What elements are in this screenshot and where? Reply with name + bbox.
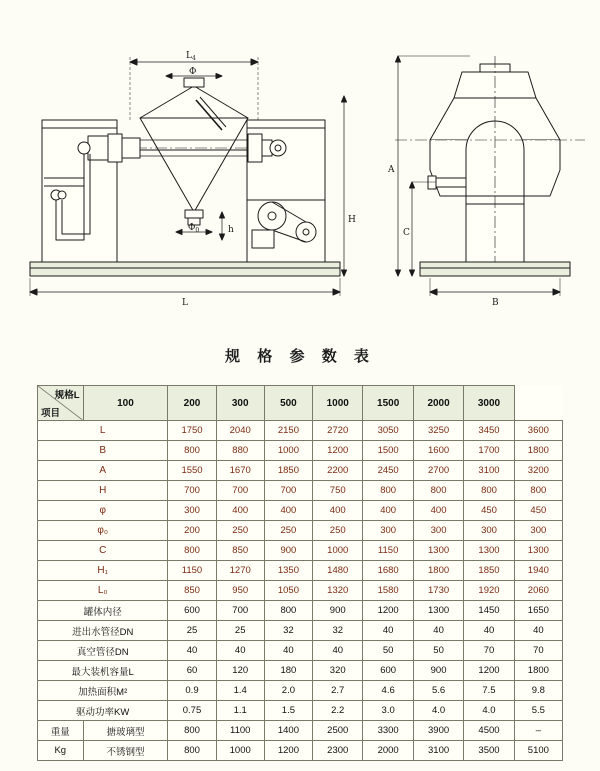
row-label: 驱动功率KW bbox=[38, 701, 168, 721]
cell: 1300 bbox=[413, 541, 463, 561]
row-label: L bbox=[38, 421, 168, 441]
cell: 700 bbox=[216, 481, 264, 501]
cell: 1320 bbox=[313, 581, 363, 601]
dim-label-h: h bbox=[228, 225, 234, 235]
row-label: 进出水管径DN bbox=[38, 621, 168, 641]
row-label: φ bbox=[38, 501, 168, 521]
page-title: 规 格 参 数 表 bbox=[225, 347, 375, 365]
cell: 600 bbox=[363, 661, 413, 681]
cell: 2150 bbox=[264, 421, 312, 441]
dim-label-phi0: $\Phi_0$ bbox=[188, 223, 200, 234]
cell: 4.0 bbox=[413, 701, 463, 721]
cell: 1800 bbox=[514, 441, 562, 461]
cell: 3600 bbox=[514, 421, 562, 441]
table-row bbox=[38, 741, 563, 761]
cell: 3050 bbox=[363, 421, 413, 441]
cell: 2720 bbox=[313, 421, 363, 441]
cell: 70 bbox=[514, 641, 562, 661]
cell: 1400 bbox=[264, 721, 312, 741]
cell: 2700 bbox=[413, 461, 463, 481]
table-row bbox=[38, 461, 563, 481]
cell: 400 bbox=[216, 501, 264, 521]
cell: 3250 bbox=[413, 421, 463, 441]
weight-sub-label: 搪玻璃型 bbox=[83, 721, 168, 741]
table-row bbox=[38, 601, 563, 621]
cell: 3300 bbox=[363, 721, 413, 741]
cell: 9.8 bbox=[514, 681, 562, 701]
cell: 1670 bbox=[216, 461, 264, 481]
table-row bbox=[38, 481, 563, 501]
cell: 900 bbox=[413, 661, 463, 681]
col-header: 200 bbox=[168, 386, 216, 421]
col-header: 1500 bbox=[363, 386, 413, 421]
table-row bbox=[38, 661, 563, 681]
cell: 1600 bbox=[413, 441, 463, 461]
row-label: 真空管径DN bbox=[38, 641, 168, 661]
dim-label-B: B bbox=[492, 298, 499, 308]
cell: 1200 bbox=[264, 741, 312, 761]
cell: 1700 bbox=[464, 441, 514, 461]
cell: 40 bbox=[168, 641, 216, 661]
cell: 320 bbox=[313, 661, 363, 681]
cell: 1200 bbox=[313, 441, 363, 461]
col-header: 1000 bbox=[313, 386, 363, 421]
cell: 2300 bbox=[313, 741, 363, 761]
row-label: C bbox=[38, 541, 168, 561]
cell: 1480 bbox=[313, 561, 363, 581]
cell: 450 bbox=[464, 501, 514, 521]
row-label: A bbox=[38, 461, 168, 481]
cell: 1850 bbox=[464, 561, 514, 581]
cell: 800 bbox=[168, 741, 216, 761]
cell: 800 bbox=[264, 601, 312, 621]
cell: 1.5 bbox=[264, 701, 312, 721]
cell: 950 bbox=[216, 581, 264, 601]
row-label: B bbox=[38, 441, 168, 461]
cell: 2500 bbox=[313, 721, 363, 741]
cell: 70 bbox=[464, 641, 514, 661]
cell: 700 bbox=[168, 481, 216, 501]
cell: 2450 bbox=[363, 461, 413, 481]
cell: 1300 bbox=[413, 601, 463, 621]
dim-label-L: L bbox=[182, 298, 188, 308]
cell: 1350 bbox=[264, 561, 312, 581]
cell: 40 bbox=[464, 621, 514, 641]
table-row bbox=[38, 501, 563, 521]
cell: 700 bbox=[216, 601, 264, 621]
cell: 900 bbox=[313, 601, 363, 621]
table-row bbox=[38, 521, 563, 541]
cell: 300 bbox=[363, 521, 413, 541]
cell: 250 bbox=[216, 521, 264, 541]
cell: 1300 bbox=[514, 541, 562, 561]
cell: 1940 bbox=[514, 561, 562, 581]
row-label: H₁ bbox=[38, 561, 168, 581]
weight-label-top: 重量 bbox=[38, 721, 84, 741]
cell: 40 bbox=[413, 621, 463, 641]
row-label: H bbox=[38, 481, 168, 501]
table-row bbox=[38, 421, 563, 441]
weight-sub-label: 不锈钢型 bbox=[83, 741, 168, 761]
cell: 1500 bbox=[363, 441, 413, 461]
col-header: 300 bbox=[216, 386, 264, 421]
cell: 2060 bbox=[514, 581, 562, 601]
cell: 600 bbox=[168, 601, 216, 621]
cell: 180 bbox=[264, 661, 312, 681]
cell: 2000 bbox=[363, 741, 413, 761]
cell: 1150 bbox=[363, 541, 413, 561]
cell: 1050 bbox=[264, 581, 312, 601]
cell: 300 bbox=[413, 521, 463, 541]
cell: 1680 bbox=[363, 561, 413, 581]
col-header: 2000 bbox=[413, 386, 463, 421]
cell: 800 bbox=[514, 481, 562, 501]
cell: 300 bbox=[514, 521, 562, 541]
col-header: 500 bbox=[264, 386, 312, 421]
cell: 2200 bbox=[313, 461, 363, 481]
cell: 120 bbox=[216, 661, 264, 681]
dim-label-A: A bbox=[388, 165, 395, 175]
cell: 750 bbox=[313, 481, 363, 501]
row-label: 加热面积M² bbox=[38, 681, 168, 701]
cell: 32 bbox=[264, 621, 312, 641]
cell: – bbox=[514, 721, 562, 741]
cell: 800 bbox=[413, 481, 463, 501]
dim-label-phi: Φ bbox=[189, 67, 197, 77]
cell: 1000 bbox=[264, 441, 312, 461]
machine-outline-drawing bbox=[0, 0, 600, 330]
cell: 3500 bbox=[464, 741, 514, 761]
cell: 800 bbox=[363, 481, 413, 501]
table-row bbox=[38, 721, 563, 741]
cell: 7.5 bbox=[464, 681, 514, 701]
cell: 200 bbox=[168, 521, 216, 541]
cell: 1800 bbox=[514, 661, 562, 681]
cell: 32 bbox=[313, 621, 363, 641]
cell: 5.6 bbox=[413, 681, 463, 701]
row-label: 最大装机容量L bbox=[38, 661, 168, 681]
cell: 40 bbox=[313, 641, 363, 661]
cell: 1800 bbox=[413, 561, 463, 581]
table-row bbox=[38, 701, 563, 721]
cell: 400 bbox=[413, 501, 463, 521]
table-row bbox=[38, 581, 563, 601]
cell: 2.7 bbox=[313, 681, 363, 701]
cell: 3100 bbox=[413, 741, 463, 761]
cell: 5100 bbox=[514, 741, 562, 761]
weight-label-bottom: Kg bbox=[38, 741, 84, 761]
corner-label-bottom: 项目 bbox=[41, 408, 61, 419]
cell: 1730 bbox=[413, 581, 463, 601]
cell: 4500 bbox=[464, 721, 514, 741]
table-row bbox=[38, 561, 563, 581]
cell: 850 bbox=[168, 581, 216, 601]
cell: 250 bbox=[313, 521, 363, 541]
cell: 3100 bbox=[464, 461, 514, 481]
spec-table bbox=[37, 385, 563, 761]
cell: 3900 bbox=[413, 721, 463, 741]
cell: 3.0 bbox=[363, 701, 413, 721]
col-header: 100 bbox=[83, 386, 168, 421]
cell: 880 bbox=[216, 441, 264, 461]
corner-label-top: 规格L bbox=[54, 390, 80, 401]
cell: 1.1 bbox=[216, 701, 264, 721]
cell: 1300 bbox=[464, 541, 514, 561]
cell: 1750 bbox=[168, 421, 216, 441]
dim-label-H: H bbox=[348, 215, 356, 225]
cell: 4.6 bbox=[363, 681, 413, 701]
cell: 800 bbox=[168, 441, 216, 461]
cell: 25 bbox=[168, 621, 216, 641]
dim-label-L4: $L_4$ bbox=[186, 51, 196, 62]
cell: 250 bbox=[264, 521, 312, 541]
cell: 3450 bbox=[464, 421, 514, 441]
cell: 1270 bbox=[216, 561, 264, 581]
cell: 1920 bbox=[464, 581, 514, 601]
cell: 50 bbox=[363, 641, 413, 661]
dim-label-C: C bbox=[403, 228, 410, 238]
cell: 400 bbox=[264, 501, 312, 521]
cell: 1650 bbox=[514, 601, 562, 621]
cell: 40 bbox=[363, 621, 413, 641]
cell: 400 bbox=[313, 501, 363, 521]
cell: 25 bbox=[216, 621, 264, 641]
cell: 800 bbox=[464, 481, 514, 501]
cell: 2040 bbox=[216, 421, 264, 441]
corner-cell bbox=[38, 386, 84, 421]
cell: 800 bbox=[168, 541, 216, 561]
cell: 1.4 bbox=[216, 681, 264, 701]
table-header-row bbox=[38, 386, 563, 421]
table-row bbox=[38, 541, 563, 561]
cell: 40 bbox=[514, 621, 562, 641]
table-row bbox=[38, 441, 563, 461]
cell: 1000 bbox=[216, 741, 264, 761]
cell: 5.5 bbox=[514, 701, 562, 721]
cell: 3200 bbox=[514, 461, 562, 481]
cell: 300 bbox=[168, 501, 216, 521]
cell: 1550 bbox=[168, 461, 216, 481]
row-label: 罐体内径 bbox=[38, 601, 168, 621]
cell: 0.75 bbox=[168, 701, 216, 721]
cell: 1200 bbox=[363, 601, 413, 621]
cell: 60 bbox=[168, 661, 216, 681]
cell: 1000 bbox=[313, 541, 363, 561]
cell: 1450 bbox=[464, 601, 514, 621]
table-row bbox=[38, 641, 563, 661]
cell: 2.0 bbox=[264, 681, 312, 701]
row-label: L₀ bbox=[38, 581, 168, 601]
cell: 850 bbox=[216, 541, 264, 561]
cell: 2.2 bbox=[313, 701, 363, 721]
cell: 1150 bbox=[168, 561, 216, 581]
cell: 1850 bbox=[264, 461, 312, 481]
cell: 50 bbox=[413, 641, 463, 661]
row-label: φ₀ bbox=[38, 521, 168, 541]
cell: 1200 bbox=[464, 661, 514, 681]
cell: 300 bbox=[464, 521, 514, 541]
cell: 40 bbox=[216, 641, 264, 661]
cell: 1100 bbox=[216, 721, 264, 741]
cell: 0.9 bbox=[168, 681, 216, 701]
cell: 400 bbox=[363, 501, 413, 521]
table-row bbox=[38, 621, 563, 641]
table-row bbox=[38, 681, 563, 701]
cell: 450 bbox=[514, 501, 562, 521]
col-header: 3000 bbox=[464, 386, 514, 421]
cell: 4.0 bbox=[464, 701, 514, 721]
cell: 800 bbox=[168, 721, 216, 741]
cell: 40 bbox=[264, 641, 312, 661]
cell: 700 bbox=[264, 481, 312, 501]
cell: 1580 bbox=[363, 581, 413, 601]
cell: 900 bbox=[264, 541, 312, 561]
